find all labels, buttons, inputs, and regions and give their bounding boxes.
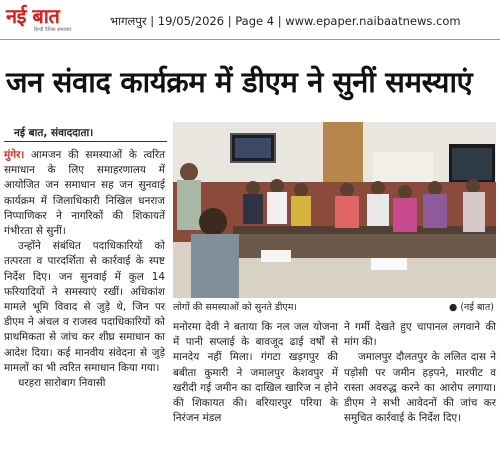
edition-info: भागलपुर | 19/05/2026 | Page 4 | www.epaper.naibaatnews.com	[110, 14, 461, 28]
paragraph-1	[4, 148, 165, 239]
meeting-photo-illustration	[173, 122, 496, 298]
dateline: मुंगेर।	[4, 149, 25, 161]
caption-text: लोगों की समस्याओं को सुनते डीएम।	[173, 302, 297, 313]
paragraph-4: मनोरमा देवी ने बताया कि नल जल योजना में पानी सप्लाई के बावजूद ढाई वर्षों से मानदेय नहीं मिला। गंगटा खड़गपुर की बबीता कुमारी ने जमालपुर केशवपुर में खरीदी गई जमीन का दाखिल खारिज न होने की शिकायत की। बरियारपुर परिया के निरंजन मंडल	[173, 321, 338, 425]
paragraph-3: धरहरा सारोबाग निवासी	[18, 377, 106, 390]
paragraph-5: ने गर्मी देखते हुए चापानल लगवाने की मांग की।	[344, 321, 496, 349]
article-headline: जन संवाद कार्यक्रम में डीएम ने सुनीं समस्याएं	[6, 65, 473, 99]
logo-text: नई बात	[6, 4, 60, 28]
page-header	[0, 0, 500, 40]
photo-caption	[173, 300, 496, 314]
article-photo[interactable]	[173, 122, 496, 298]
logo-tagline: हिन्दी दैनिक समाचार	[34, 27, 72, 33]
article-column-1	[4, 148, 165, 391]
newspaper-logo[interactable]	[6, 6, 86, 36]
article-column-2	[173, 320, 338, 426]
paragraph-2: उन्होंने संबंधित पदाधिकारियों को तत्परता व पारदर्शिता से कार्रवाई के स्पष्ट निर्देश दिए। जन सुनवाई में कुल 14 फरियादियों ने समस्याएं रखीं। अधिकांश मामले भूमि विवाद से जुड़े थे, जिन पर डीएम ने अंचल व राजस्व पदाधिकारियों को प्राथमिकता से जांच कर शीघ्र समाधान का आदेश दिया। कई मानवीय संवेदना से जुड़े मामलों का भी त्वरित समाधान किया गया।	[4, 240, 165, 374]
paragraph-6: जमालपुर दौलतपुर के ललित दास ने पड़ोसी पर जमीन हड़पने, मारपीट व रास्ता अवरुद्ध करने का आरोप लगाया। डीएम ने सभी आवेदनों की जांच कर समुचित कार्रवाई के निर्देश दिए।	[344, 351, 496, 425]
photo-credit: ● (नई बात)	[449, 302, 494, 313]
paragraph-1-text: आमजन की समस्याओं के त्वरित समाधान के लिए समाहरणालय में आयोजित जन समाधान सह जन सुनवाई कार्यक्रम में जिलाधिकारी निखिल धनराज निप्पाणिकर ने नागरिकों की शिकायतें गंभीरता से सुनीं।	[4, 149, 165, 238]
byline-divider	[4, 141, 167, 142]
article-column-3	[344, 320, 496, 426]
article-byline: नई बात, संवाददाता।	[14, 127, 94, 139]
